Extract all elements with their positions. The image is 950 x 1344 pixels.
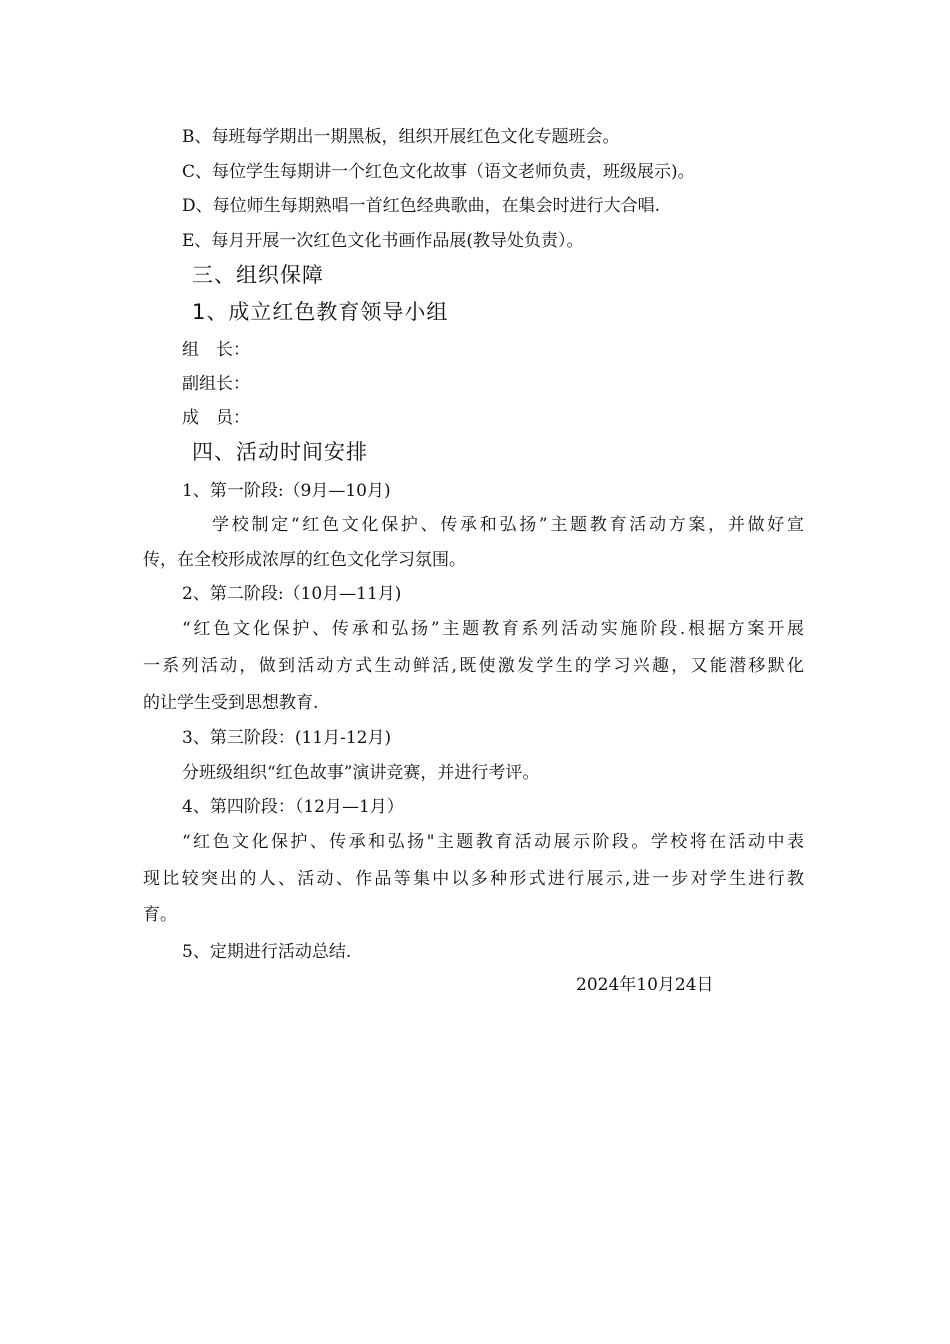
phase-2-text-line-1: “红色文化保护、传承和弘扬”主题教育系列活动实施阶段.根据方案开展 bbox=[182, 619, 804, 639]
activity-item-d: D、每位师生每期熟唱一首红色经典歌曲，在集会时进行大合唱. bbox=[182, 196, 661, 216]
activity-item-b: B、每班每学期出一期黑板，组织开展红色文化专题班会。 bbox=[182, 127, 620, 147]
phase-4-heading: 4、第四阶段：（12月—1月） bbox=[182, 797, 404, 817]
section-heading-organization: 三、组织保障 bbox=[192, 263, 324, 287]
section-heading-schedule: 四、活动时间安排 bbox=[192, 440, 368, 464]
phase-4-text-line-3: 育。 bbox=[143, 905, 177, 925]
activity-item-e: E、每月开展一次红色文化书画作品展(教导处负责）。 bbox=[182, 231, 584, 251]
phase-3-text-line-1: 分班级组织“红色故事”演讲竞赛，并进行考评。 bbox=[182, 763, 540, 783]
phase-2-text-line-2: 一系列活动，做到活动方式生动鲜活,既使激发学生的学习兴趣，又能潜移默化 bbox=[143, 656, 804, 676]
phase-3-heading: 3、第三阶段：(11月-12月) bbox=[182, 728, 392, 748]
phase-2-heading: 2、第二阶段:（10月—11月) bbox=[182, 584, 402, 604]
members-label: 成 员： bbox=[182, 408, 250, 428]
phase-1-text-line-2: 传，在全校形成浓厚的红色文化学习氛围。 bbox=[143, 550, 466, 570]
subsection-heading-leadership-group: 1、成立红色教育领导小组 bbox=[192, 300, 449, 324]
phase-1-text-line-1: 学校制定“红色文化保护、传承和弘扬”主题教育活动方案，并做好宣 bbox=[212, 515, 804, 535]
phase-4-text-line-1: “红色文化保护、传承和弘扬"主题教育活动展示阶段。学校将在活动中表 bbox=[182, 832, 804, 852]
phase-4-text-line-2: 现比较突出的人、活动、作品等集中以多种形式进行展示,进一步对学生进行教 bbox=[143, 869, 804, 889]
document-date: 2024年10月24日 bbox=[576, 975, 714, 995]
phase-2-text-line-3: 的让学生受到思想教育. bbox=[143, 693, 319, 713]
phase-5-heading: 5、定期进行活动总结. bbox=[182, 942, 352, 962]
activity-item-c: C、每位学生每期讲一个红色文化故事（语文老师负责，班级展示)。 bbox=[182, 162, 695, 182]
phase-1-heading: 1、第一阶段:（9月—10月) bbox=[182, 481, 391, 501]
leader-label: 组 长： bbox=[182, 340, 250, 360]
deputy-leader-label: 副组长： bbox=[182, 374, 250, 394]
